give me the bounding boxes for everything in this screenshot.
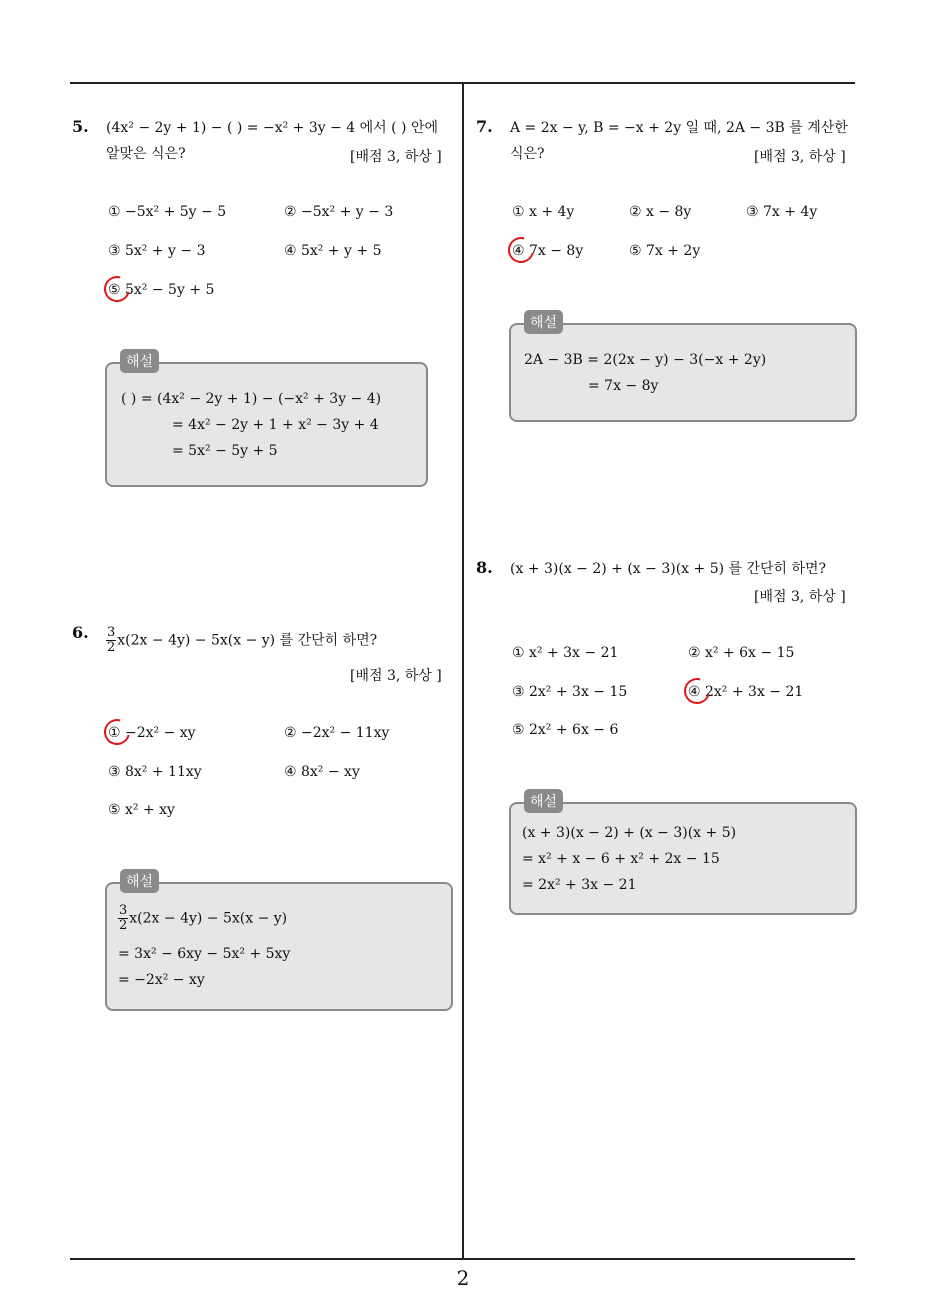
choice-3[interactable]: ③ 5x² + y − 3 xyxy=(108,243,206,259)
choice-4[interactable]: ④ 7x − 8y xyxy=(512,243,584,259)
solution-line: = x² + x − 6 + x² + 2x − 15 xyxy=(522,851,720,867)
solution-line: (x + 3)(x − 2) + (x − 3)(x + 5) xyxy=(522,825,737,841)
choice-1[interactable]: ① −2x² − xy xyxy=(108,725,196,741)
solution-label: 해설 xyxy=(120,869,159,893)
page-number: 2 xyxy=(456,1266,470,1290)
answer-mark-icon xyxy=(99,714,135,750)
solution-line: = 4x² − 2y + 1 + x² − 3y + 4 xyxy=(172,417,379,433)
solution-line: = 2x² + 3x − 21 xyxy=(522,877,637,893)
question-text: (4x² − 2y + 1) − ( ) = −x² + 3y − 4 에서 ( ) 안에 xyxy=(106,120,439,136)
solution-line: = 5x² − 5y + 5 xyxy=(172,443,278,459)
choice-3[interactable]: ③ 8x² + 11xy xyxy=(108,764,202,780)
score-meta: [배점 3, 하상 ] xyxy=(754,589,846,605)
solution-label: 해설 xyxy=(524,789,563,813)
question-text: $\frac{3}{2}$ x(2x − 4y) − 5x(x − y) 를 간단히 하면? xyxy=(107,625,378,655)
fraction: $\frac{3}{2}$ xyxy=(119,903,128,933)
problem-number: 7. xyxy=(476,117,493,136)
solution-line: $\frac{3}{2}$ x(2x − 4y) − 5x(x − y) xyxy=(119,903,288,933)
score-meta: [배점 3, 하상 ] xyxy=(350,149,442,165)
choice-3[interactable]: ③ 2x² + 3x − 15 xyxy=(512,684,628,700)
choice-3[interactable]: ③ 7x + 4y xyxy=(746,204,818,220)
solution-box xyxy=(509,323,857,422)
answer-mark-icon xyxy=(99,271,135,307)
problem-number: 5. xyxy=(72,117,89,136)
score-meta: [배점 3, 하상 ] xyxy=(350,668,442,684)
choice-4[interactable]: ④ 8x² − xy xyxy=(284,764,360,780)
solution-label: 해설 xyxy=(120,349,159,373)
choice-1[interactable]: ① x² + 3x − 21 xyxy=(512,645,619,661)
choice-5[interactable]: ⑤ 2x² + 6x − 6 xyxy=(512,722,619,738)
choice-1[interactable]: ① −5x² + 5y − 5 xyxy=(108,204,227,220)
choice-5[interactable]: ⑤ 7x + 2y xyxy=(629,243,701,259)
score-meta: [배점 3, 하상 ] xyxy=(754,149,846,165)
solution-line: = 3x² − 6xy − 5x² + 5xy xyxy=(118,946,291,962)
choice-2[interactable]: ② −5x² + y − 3 xyxy=(284,204,394,220)
bottom-rule xyxy=(70,1258,855,1260)
problem-number: 8. xyxy=(476,558,493,577)
question-text: 알맞은 식은? xyxy=(106,146,186,162)
answer-mark-icon xyxy=(503,232,539,268)
question-text: 식은? xyxy=(510,146,545,162)
choice-2[interactable]: ② −2x² − 11xy xyxy=(284,725,390,741)
solution-line: 2A − 3B = 2(2x − y) − 3(−x + 2y) xyxy=(524,352,767,368)
question-text: A = 2x − y, B = −x + 2y 일 때, 2A − 3B 를 계산한 xyxy=(510,120,848,136)
solution-line: = −2x² − xy xyxy=(118,972,205,988)
choice-2[interactable]: ② x − 8y xyxy=(629,204,692,220)
choice-5[interactable]: ⑤ 5x² − 5y + 5 xyxy=(108,282,215,298)
question-text: (x + 3)(x − 2) + (x − 3)(x + 5) 를 간단히 하면? xyxy=(510,561,827,577)
solution-line: = 7x − 8y xyxy=(588,378,659,394)
choice-5[interactable]: ⑤ x² + xy xyxy=(108,802,175,818)
answer-mark-icon xyxy=(679,673,715,709)
solution-line: ( ) = (4x² − 2y + 1) − (−x² + 3y − 4) xyxy=(121,391,382,407)
choice-4[interactable]: ④ 2x² + 3x − 21 xyxy=(688,684,804,700)
fraction: $\frac{3}{2}$ xyxy=(107,625,116,655)
column-divider xyxy=(462,83,464,1259)
choice-4[interactable]: ④ 5x² + y + 5 xyxy=(284,243,382,259)
choice-1[interactable]: ① x + 4y xyxy=(512,204,575,220)
problem-number: 6. xyxy=(72,623,89,642)
choice-2[interactable]: ② x² + 6x − 15 xyxy=(688,645,795,661)
solution-label: 해설 xyxy=(524,310,563,334)
